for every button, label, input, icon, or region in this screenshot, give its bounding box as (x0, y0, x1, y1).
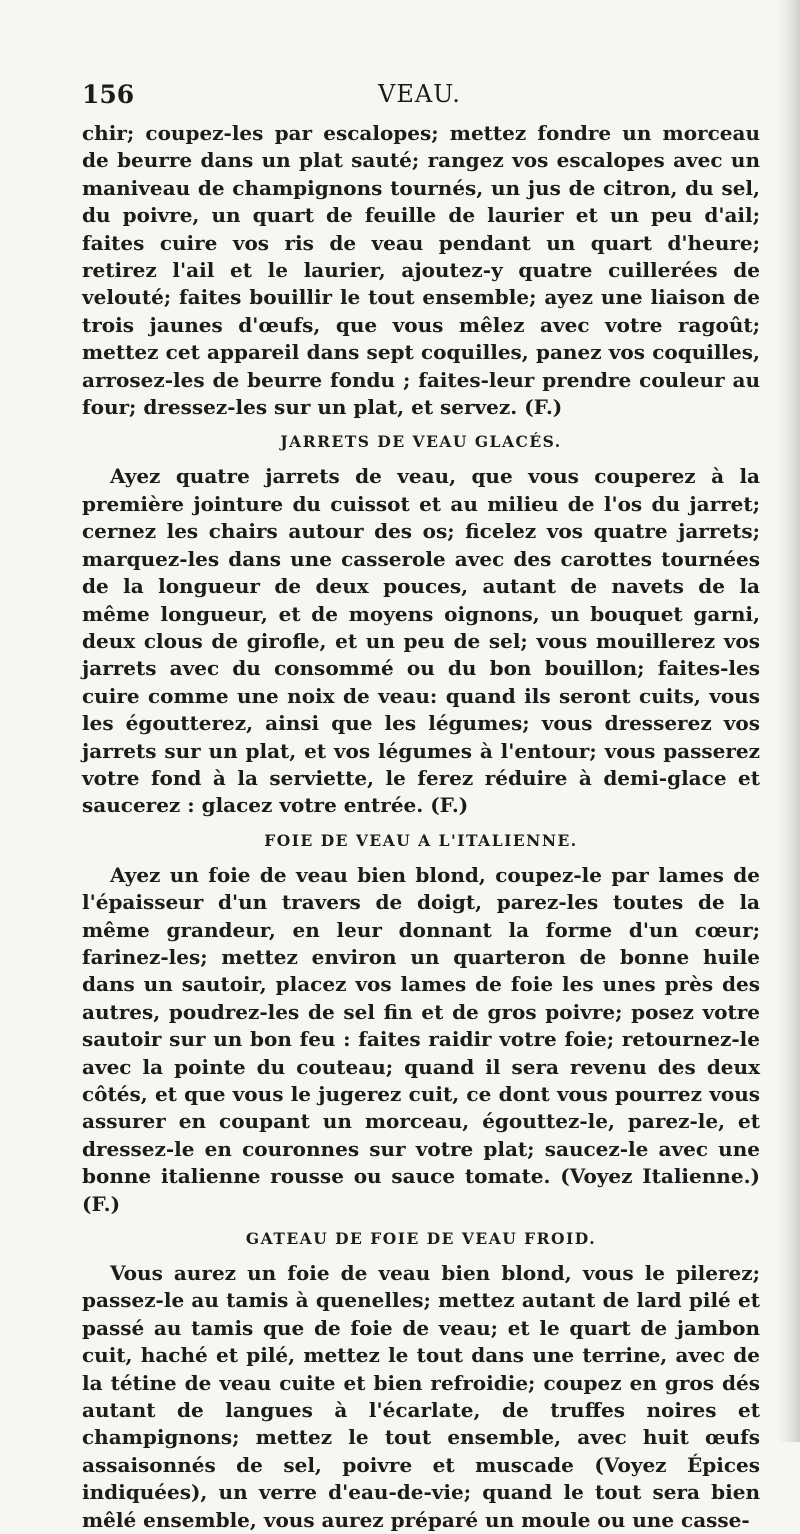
book-page (82, 80, 760, 1534)
page-edge-shadow (778, 0, 800, 1442)
running-title: VEAU. (378, 80, 461, 108)
heading-gateau-de-foie-de-veau-froid: GATEAU DE FOIE DE VEAU FROID. (245, 1229, 597, 1249)
paragraph-ris-de-veau-continued: chir; coupez-les par escalopes; mettez fondre un morceau de beurre dans un plat sauté; rangez vos escalopes avec un maniveau de champignons tournés, un jus de citron, du sel, du poivre, un quart de feuille de laurier et un peu d'ail; faites cuire vos ris de veau pendant un quart d'heure; retirez l'ail et le laurier, ajoutez-y quatre cuillerées de velouté; faites bouillir le tout ensemble; ayez une liaison de trois jaunes d'œufs, que vous mêlez avec votre ragoût; mettez cet appareil dans sept coquilles, panez vos coquilles, arrosez-les de beurre fondu ; faites-leur prendre couleur au four; dressez-les sur un plat, et servez. (F.) (82, 121, 760, 420)
heading-foie-de-veau-italienne: FOIE DE VEAU A L'ITALIENNE. (264, 830, 578, 850)
running-head (82, 80, 760, 120)
page-number: 156 (82, 80, 135, 109)
paragraph-gateau-de-foie-de-veau-froid: Vous aurez un foie de veau bien blond, vous le pilerez; passez-le au tamis à quenelles; mettez autant de lard pilé et passé au tamis que de foie de veau; et le quart de jambon cuit, haché et pilé, mettez le tout dans une terrine, avec de la tétine de veau cuite et bien refroidie; coupez en gros dés autant de langues à l'écarlate, de truffes noires et champignons; mettez le tout ensemble, avec huit œufs assaisonnés de sel, poivre et muscade (Voyez Épices indiquées), un verre d'eau-de-vie; quand le tout sera bien mêlé ensemble, vous aurez préparé un moule ou une casse- (82, 1261, 760, 1532)
heading-jarrets-de-veau-glaces: JARRETS DE VEAU GLACÉS. (280, 432, 562, 452)
paragraph-jarrets-de-veau-glaces: Ayez quatre jarrets de veau, que vous couperez à la première jointure du cuissot et au milieu de l'os du jarret; cernez les chairs autour des os; ficelez vos quatre jarrets; marquez-les dans une casserole avec des carottes tournées de la longueur de deux pouces, autant de navets de la même longueur, et de moyens oignons, un bouquet garni, deux clous de girofle, et un peu de sel; vous mouillerez vos jarrets avec du consommé ou du bon bouillon; faites-les cuire comme une noix de veau: quand ils seront cuits, vous les égoutterez, ainsi que les légumes; vous dresserez vos jarrets sur un plat, et vos légumes à l'entour; vous passerez votre fond à la serviette, le ferez réduire à demi-glace et saucerez : glacez votre entrée. (F.) (82, 464, 760, 818)
paragraph-foie-de-veau-italienne: Ayez un foie de veau bien blond, coupez-le par lames de l'épaisseur d'un travers de doigt, parez-les toutes de la même grandeur, en leur donnant la forme d'un cœur; farinez-les; mettez environ un quarteron de bonne huile dans un sautoir, placez vos lames de foie les unes près des autres, poudrez-les de sel fin et de gros poivre; posez votre sautoir sur un bon feu : faites raidir votre foie; retournez-le avec la pointe du couteau; quand il sera revenu des deux côtés, et que vous le jugerez cuit, ce dont vous pourrez vous assurer en coupant un morceau, égouttez-le, parez-le, et dressez-le en couronnes sur votre plat; saucez-le avec une bonne italienne rousse ou sauce tomate. (Voyez Italienne.) (F.) (82, 862, 760, 1216)
